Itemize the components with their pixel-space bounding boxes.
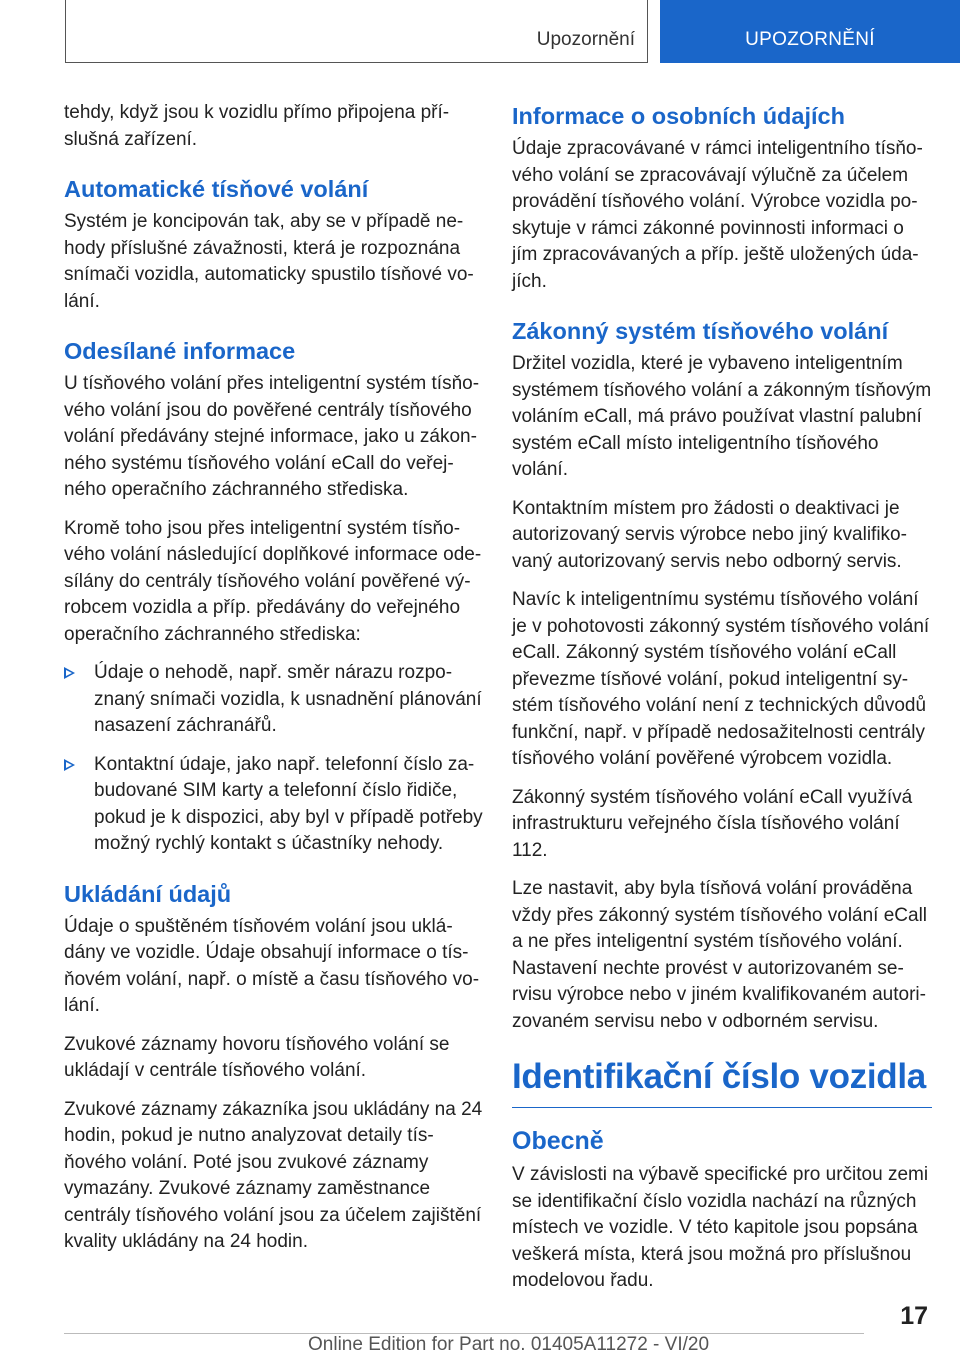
bullet-text: Kontaktní údaje, jako např. telefonní číslo zabudované SIM karty a telefonní číslo řidiče, pokud je k dispozici, aby byl v případě potřeby možný rychlý kontakt s účastníky nehody. — [94, 753, 483, 854]
heading-legal-emergency-system: Zákonný systém tísňového volání — [512, 318, 889, 344]
bullet-text: Údaje o nehodě, např. směr nárazu rozpoznaný snímači vozidla, k usnadnění plánování nasazení záchranářů. — [94, 662, 482, 736]
sent-paragraph-1: U tísňového volání přes inteligentní systém tísňového volání jsou do pověřené centrály tísňového volání předávány stejné informace, jako u zákonného systému tísňového volání eCall do veřejného operačního záchranného střediska. — [64, 373, 480, 500]
auto-paragraph: Systém je koncipován tak, aby se v případě nehody příslušné závažnosti, která je rozpoznána snímači vozidla, automaticky spustilo tísňové volání. — [64, 211, 474, 312]
store-paragraph-3: Zvukové záznamy zákazníka jsou ukládány na 24 hodin, pokud je nutno analyzovat detaily tísňového volání. Poté jsou zvukové záznamy vymazány. Zvukové záznamy zaměstnance centrály tísňového volání jsou za účelem zajištění kvality ukládány na 24 hodin. — [64, 1098, 483, 1252]
store-paragraph-2: Zvukové záznamy hovoru tísňového volání se ukládají v centrále tísňového volání. — [64, 1033, 450, 1081]
header-chapter-tab[interactable] — [660, 0, 960, 63]
vin-paragraph: V závislosti na výbavě specifické pro určitou zemi se identifikační číslo vozidla nachází na různých místech ve vozidle. V této kapitole jsou popsána veškerá místa, která jsou možná pro příslušnou modelovou řadu. — [512, 1164, 929, 1291]
page-number: 17 — [900, 1302, 928, 1330]
heading-sent-information: Odesílané informace — [64, 338, 296, 364]
sent-bullet-list — [64, 660, 484, 858]
legal-paragraph-3: Navíc k inteligentnímu systému tísňového volání je v pohotovosti zákonný systém tísňového volání eCall. Zákonný systém tísňového volání eCall převezme tísňové volání, pokud inteligentní systém tísňového volání není z technických důvodů funkční, např. v případě nedosažitelnosti centrály tísňového volání pověřené výrobcem vozidla. — [512, 589, 930, 769]
sent-paragraph-2: Kromě toho jsou přes inteligentní systém tísňového volání následující doplňkové informace odesílány do centrály tísňového volání pověřené výrobcem vozidla a příp. předávány do veřejného operačního záchranného střediska: — [64, 517, 482, 645]
list-item — [64, 660, 484, 740]
header-box — [65, 0, 648, 63]
heading-data-storage: Ukládání údajů — [64, 880, 232, 907]
right-column — [512, 100, 932, 1307]
legal-paragraph-5: Lze nastavit, aby byla tísňová volání prováděna vždy přes zákonný systém tísňového volání eCall a ne přes inteligentní systém tísňového volání. Nastavení nechte provést v autorizovaném servisu výrobce nebo v jiném kvalifikovaném autorizovaném servisu nebo v odborném servisu. — [512, 878, 928, 1032]
header-chapter-tab-label: UPOZORNĚNÍ — [745, 29, 875, 50]
chapter-title-vin: Identifikační číslo vozidla — [512, 1053, 932, 1108]
heading-general: Obecně — [512, 1127, 604, 1155]
footer-edition-text: Online Edition for Part no. 01405A11272 - VI/20 — [308, 1334, 710, 1355]
heading-automatic-emergency-call: Automatické tísňové volání — [64, 176, 369, 202]
legal-paragraph-4: Zákonný systém tísňového volání eCall využívá infrastrukturu veřejného čísla tísňového volání 112. — [512, 786, 913, 861]
intro-paragraph: tehdy, když jsou k vozidlu přímo připojena příslušná zařízení. — [64, 102, 450, 150]
legal-paragraph-1: Držitel vozidla, které je vybaveno inteligentním systémem tísňového volání a zákonným tísňovým voláním eCall, má právo používat vlastní palubní systém eCall místo inteligentního tísňového volání. — [512, 353, 932, 480]
header-section-title: Upozornění — [536, 29, 635, 50]
heading-personal-data: Informace o osobních údajích — [512, 103, 845, 129]
left-column — [64, 100, 484, 1268]
personal-paragraph: Údaje zpracovávané v rámci inteligentního tísňového volání se zpracovávají výlučně za účelem provádění tísňového volání. Výrobce vozidla poskytuje v rámci zákonné povinnosti informaci o jím zpracovávaných a příp. ještě uložených údajích. — [512, 138, 923, 292]
legal-paragraph-2: Kontaktním místem pro žádosti o deaktivaci je autorizovaný servis výrobce nebo jiný kvalifikovaný autorizovaný servis nebo odborný servis. — [512, 497, 907, 572]
list-item — [64, 752, 484, 858]
store-paragraph-1: Údaje o spuštěném tísňovém volání jsou ukládány ve vozidle. Údaje obsahují informace o tísňovém volání, např. o místě a času tísňového volání. — [64, 915, 480, 1016]
